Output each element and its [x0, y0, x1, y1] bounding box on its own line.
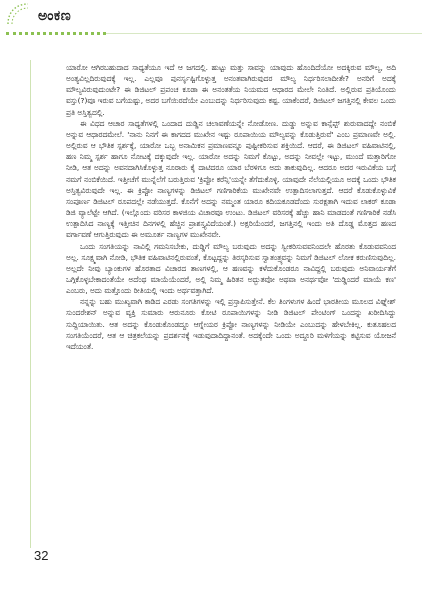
paragraph-1: ಯಾರೋ ಆಗಿರಬಹುದಾದ ಸಾಧ್ಯತೆಯೂ ಇದೆ ಆ ಜಗದಲ್ಲಿ. ಹುಟ್ಟು ಮತ್ತು ಸಾವನ್ನು ಯಾವುದು ಹೊಂದಿದೆಯೋ ಅದಕ್ಕಿರುವ ಮೌಲ್ಯ, ಅದಿ ಅಂತ್ಯವಿಲ್ಲದಿರುವುದಕ್ಕೆ ಇಲ್ಲ. ಎಲ್ಲವೂ ಪುನರ್ಸೃಷ್ಟಿಗೊಳ್ಳುತ್ತ ಅನಂತವಾಗಿರುವುದರ ಮೌಲ್ಯ ನಿರ್ಧರಿಸಲಾದೀತೇ? ಅನರಿಗೆ ಅದಕ್ಕೆ ಮೌಲ್ಯವಿರುವುದುಂಟೇ? ಈ ಡಿಜಿಟಲ್ ಪ್ರಪಂಚ ಕೂಡಾ ಈ ಅನಂತತೆಯ ನಿಯಮದ ಆಧಾರದ ಮೇಲೇ ನಿಂತಿದೆ. ಅಲ್ಲಿರುವ ಪ್ರತಿಯೊಂದು ವಸ್ತು(?)ವೂ ಇರುವ ಬಗೆಯಷ್ಟು, ಅದರ ಬಗೆಯಿರದೆಯೇ ಎಂಬುದನ್ನು ನಿರ್ಧರಿಸುವುದು ಕಷ್ಟ. ಯಾಕೆಂದರೆ, ಡಿಜಿಟಲ್ ಜಗತ್ತಿನಲ್ಲಿ ಕೇವಲ ಒಂದು ಪ್ರತಿ ಅಸ್ತಿತ್ವದಲ್ಲಿ. [66, 63, 396, 117]
corner-ornament-icon [6, 2, 30, 26]
paragraph-2: ಈ ವಿಧದ ಆಚಾರ ಸಾಧ್ಯತೆಗಳಲ್ಲಿ ಒಂದಾದ ದುಡ್ಡಿನ ಚಲಾವಣೆಯನ್ನೇ ನೋಡೋಣ. ದುಡ್ಡು ಅನ್ನುವ ಕಾನ್ಸೆಪ್ಟ್ ಶುರುವಾದದ್ದೇ ನಂಬಿಕೆ ಅನ್ನುವ ಆಧಾರದಮೇಲೆ. 'ನಾನು ನಿನಗೆ ಈ ಕಾಗದದ ಮುಖೇನ ಇಷ್ಟು ರೂಪಾಯಿಯ ಮೌಲ್ಯವನ್ನು ಕೊಡುತ್ತಿರುವೆ' ಎಂಬ ಪ್ರಮಾಣವೇ ಅಲ್ಲಿ. ಅಲ್ಲಿರುವ ಆ ಭೌತಿಕ ಸ್ಪರ್ಶಕ್ಕೆ, ಯಾರೋ ಒಬ್ಬ ಅನಾಮಿಕನ ಪ್ರಮಾಣವನ್ನೂ ಪುಷ್ಟೀಕರಿಸುವ ಶಕ್ತಿಯಿದೆ. ಆದರೆ, ಈ ಡಿಜಿಟಲ್ ವಹಿವಾಟಿನಲ್ಲಿ, ಹಣ ನಿಮ್ಮ ಸ್ಪರ್ಶ ಹಾಗೂ ನೋಟಕ್ಕೆ ದಕ್ಕುವುದೇ ಇಲ್ಲ. ಯಾರೋ ಅದನ್ನು ನಿಮಗೆ ಕೊಟ್ಟು, ಅದನ್ನು ನೀವಲ್ಲೇ ಇಟ್ಟು, ಮುಂದೆ ಮತ್ತಾರಿಗೋ ನೀಡಿ, ಆತ ಅದನ್ನು ಅವನದಾಗಿಸಿಕೊಳ್ಳುತ್ತ ನೂರಾರು ಕೈ ದಾಟಿದರೂ ಯಾರ ಬೆರಳಿಗೂ ಅದು ತಾಕುವುದಿಲ್ಲ. ಆದರೂ ಅದರ ಇರುವಿಕೆಯ ಬಗ್ಗೆ ನಮಗೆ ನಂಬಿಕೆಯಿದೆ. ಇತ್ತೀಚೆಗೆ ಮುನ್ನೆಲೆಗೆ ಬರುತ್ತಿರುವ 'ಕ್ರಿಪ್ಟೋ ಕರೆನ್ಸಿ'ಯನ್ನೇ ತೆಗೆದುಕೊಳ್ಳಿ. ಯಾವುದೇ ನೆಲೆಯಲ್ಲಿಯೂ ಅದಕ್ಕೆ ಒಂದು ಭೌತಿಕ ಅಸ್ತಿತ್ವವಿರುವುದೇ ಇಲ್ಲ. ಈ ಕ್ರಿಪ್ಟೋ ನಾಣ್ಯಗಳನ್ನು ಡಿಜಿಟಲ್ ಗಣಿಗಾರಿಕೆಯ ಮುಖೇನವೇ ಉತ್ಪಾದಿಸಲಾಗುತ್ತದೆ. ಆದರೆ ಕೊಡುಕೊಳ್ಳುವಿಕೆ ಸಂಪೂರ್ಣ ಡಿಜಿಟಲ್ ರೂಪದಲ್ಲೇ ನಡೆಯುತ್ತದೆ. ಕೊನೆಗೆ ಅದನ್ನು ನಮ್ಮಂತ ಯಾರೂ ಕದಿಯಕೂಡದೆಂದು ಸುರಕ್ಷತಾಗಿ ಇದುವ ಲಾಕರ್ ಕೂಡಾ ಡಿಜಿ ವ್ಯಾಲೆಟ್ಟೇ ಆಗಿದೆ. (ಇಲ್ಲೊಂದು ವರಿಸರ ಕಾಳಜಿಯ ವಿಚಾರವೂ ಉಂಟು. ಡಿಜಿಟಲ್ ವರಿಸರಕ್ಕೆ ಹೆಚ್ಚು ಹಾನಿ ಮಾಡದಂತೆ ಗಣಿಗಾರಿಕೆ ನಡೆಸಿ ಉತ್ಪಾದಿಸಿದ ನಾಣ್ಯಕ್ಕೆ ಇತ್ತೀಚಿನ ದಿನಗಳಲ್ಲಿ ಹೆಚ್ಚಿನ ಪ್ರಾಶಸ್ತ್ಯವಿದೆಯಂತೆ.) ಅಕ್ಷರಿಯೆಂದರೆ, ಜಗತ್ತಿನಲ್ಲಿ ಇಂದು ಅತಿ ದೊಡ್ಡ ಮೊತ್ತದ ಹಣದ ವರ್ಗಾವಣೆ ಆಗುತ್ತಿರುವುದು ಈ ಅಮೂರ್ತ ನಾಣ್ಯಗಳ ಮುಖೇನವೇ. [66, 118, 396, 240]
paragraph-4: ನನ್ನನ್ನು ಬಹು ಮುಖ್ಯವಾಗಿ ಕಾಡಿದ ಎರಡು ಸಂಗತಿಗಳನ್ನು ಇಲ್ಲಿ ಪ್ರಸ್ತಾಪಿಸುತ್ತೇನೆ. ಕೆಲ ತಿಂಗಳುಗಳ ಹಿಂದೆ ಭಾರತೀಯ ಮೂಲದ ವಿಘ್ನೇಶ್ ಸುಂದರೇಶನ್ ಅನ್ನುವ ವ್ಯಕ್ತಿ ಸುಮಾರು ಆರುನೂರು ಕೋಟಿ ರೂಪಾಯಿಗಳನ್ನು ನೀಡಿ ಡಿಜಿಟಲ್ ಪೇಂಟಿಂಗ್ ಒಂದನ್ನು ಖರೀದಿಸಿದ್ದು ಸುದ್ದಿಯಾಯಿತು. ಆತ ಅದನ್ನು ಕೊಂಡುಕೊಂಡದ್ದೂ ಆಗ್ನೇಯರ ಕ್ರಿಪ್ಟೋ ನಾಣ್ಯಗಳನ್ನು ನೀಡಿಯೇ ಎಂಬುದನ್ನು ಹೇಳಬೇಕಿಲ್ಲ. ಕುತೂಹಲದ ಸಂಗತಿಯೆಂದರೆ, ಆತ ಆ ಚಿತ್ರಕಲೆಯನ್ನು ಪ್ರದರ್ಶನಕ್ಕೆ ಇಡುವುದಾದಿದ್ದಾನಂತೆ. ಅದಕ್ಕೆಂದೇ ಒಂದು ಅದ್ದೂರಿ ಮಳಿಗೆಯನ್ನು ಕಟ್ಟಿಸುವ ಯೋಜನೆ ಇದೆಯಂತೆ. [66, 297, 396, 351]
article-body [66, 62, 396, 352]
page-number: 32 [34, 548, 49, 563]
paragraph-3: ಒಂದು ಸಂಗತಿಯನ್ನು ನಾವಿಲ್ಲಿ ಗಮನಿಸಬೇಕು, ದುಡ್ಡಿಗೆ ಮೌಲ್ಯ ಬರುವುದು ಅದನ್ನು ಸ್ವೀಕರಿಸುವವನಿಂದಲೇ ಹೊರತು ಕೊಡುವವನಿಂದ ಅಲ್ಲ. ಸೂಕ್ಷ್ಮವಾಗಿ ನೋಡಿ, ಭೌತಿಕ ವಹಿವಾಟಿನಲ್ಲಿರುವಂತೆ, ಕೊಟ್ಟದ್ದನ್ನು ತಿರಸ್ಕರಿಸುವ ಸ್ವಾತಂತ್ರ್ಯವನ್ನು ನಿಮಗೆ ಡಿಜಿಟಲ್ ಲೋಕ ಕರುಣಿಸುವುದಿಲ್ಲ. ಅಲ್ಲದೇ ನೀವು ಬ್ಯಾಂಕುಗಳ ಹೊರತಾದ ವಿಚಾರದ ತಾಣಗಳಲ್ಲಿ, ಆ ಹಣವನ್ನು ಕಳೆದುಕೊಂಡರೂ ನಾವಿದ್ದಲ್ಲಿ ಬರುವುದು ಅನಿವಾರ್ಯತೆಗೆ ಒಗ್ಗಿಕೊಳ್ಳಬೇಕಾದಂತೆಯೇ ಅದೆಂಥ ಮಾಯೆಯೆಂದರೆ, ಅಲ್ಲಿ ನಿಮ್ಮ ಹಿರಿತನ ಅದ್ಭುತವೋ ಅಥವಾ ಅನರ್ಥವೋ 'ದುಡ್ಡಿಂದರೆ ಮಾಯೆ ಕಣ' ಎಂಬರು, ಅದು ಮತ್ತೊಂದು ರೀತಿಯಲ್ಲಿ ಇಂದು ಅರ್ಥವತ್ತಾಗಿದೆ. [66, 241, 396, 296]
header-dotted-rule [6, 32, 106, 35]
header-rule-line [106, 33, 422, 34]
section-title: ಅಂಕಣ [38, 8, 72, 24]
margin-rule [30, 60, 31, 548]
